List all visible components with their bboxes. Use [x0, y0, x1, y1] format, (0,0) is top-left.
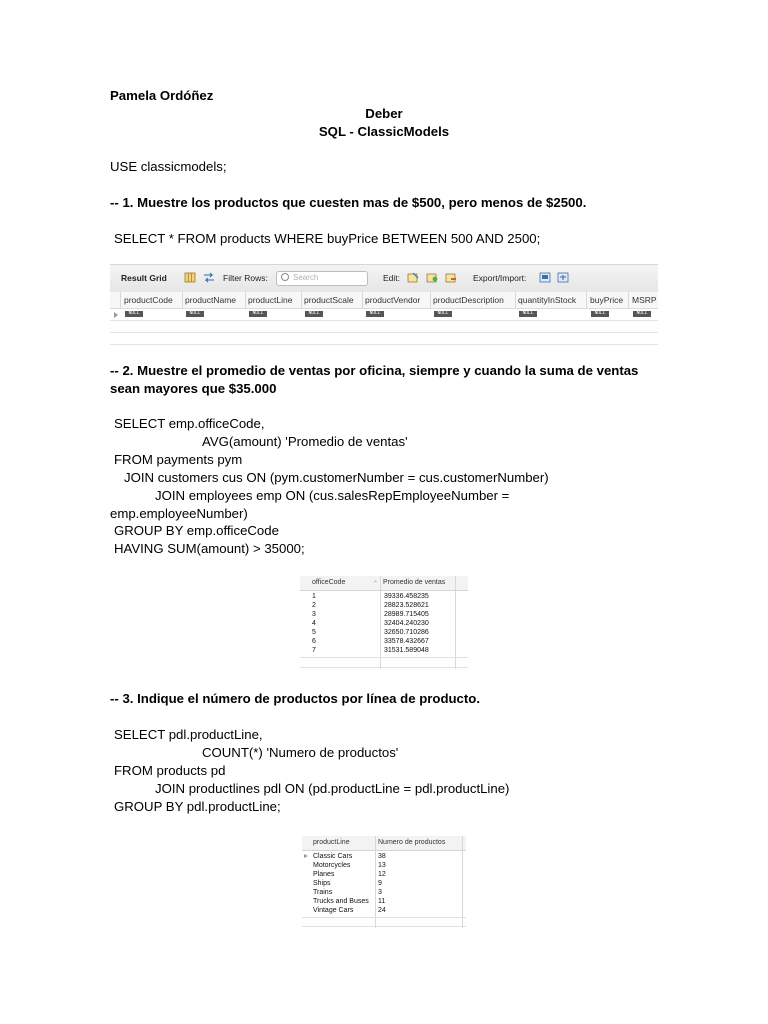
document-title: Deber [365, 106, 403, 121]
table-cell: 28823.528621 [384, 602, 429, 609]
table-row[interactable] [302, 861, 466, 870]
null-cell[interactable]: NULL [305, 311, 323, 317]
table-cell: 6 [312, 638, 316, 645]
column-separator [301, 292, 302, 308]
table-cell: Motorcycles [313, 862, 351, 869]
table-cell: 12 [378, 871, 386, 878]
table-cell: 4 [312, 620, 316, 627]
table-cell: 33578.432667 [384, 638, 429, 645]
delete-row-icon[interactable] [445, 272, 457, 283]
column-header[interactable]: productLine [248, 295, 293, 305]
column-header[interactable]: buyPrice [590, 295, 624, 305]
column-separator [245, 292, 246, 308]
table-cell: 31531.589048 [384, 647, 429, 654]
q2-sql-line: HAVING SUM(amount) > 35000; [114, 541, 305, 556]
document-subtitle: SQL - ClassicModels [318, 124, 450, 139]
table-row[interactable] [300, 646, 468, 655]
column-header[interactable]: MSRP [632, 295, 657, 305]
q2-sql-line: JOIN customers cus ON (pym.customerNumber = cus.customerNumber) [124, 470, 549, 485]
table-cell: 38 [378, 853, 386, 860]
q2-sql-line: AVG(amount) 'Promedio de ventas' [202, 434, 408, 449]
q3-sql-line: SELECT pdl.productLine, [114, 727, 263, 742]
sort-asc-icon[interactable]: ⌃ [373, 581, 379, 587]
q3-sql-line: JOIN productlines pdl ON (pd.productLine = pdl.productLine) [155, 781, 510, 796]
table-cell: 5 [312, 629, 316, 636]
column-separator [515, 292, 516, 308]
column-header[interactable]: officeCode [312, 579, 346, 586]
q2-sql-line: SELECT emp.officeCode, [114, 416, 265, 431]
table-row[interactable] [300, 601, 468, 610]
column-header[interactable]: productCode [124, 295, 173, 305]
q2-result-header [300, 576, 468, 591]
null-cell[interactable]: NULL [434, 311, 452, 317]
q3-sql-line: FROM products pd [114, 763, 226, 778]
q3-sql-line: GROUP BY pdl.productLine; [114, 799, 281, 814]
table-cell: 7 [312, 647, 316, 654]
table-row[interactable] [300, 592, 468, 601]
column-header[interactable]: Numero de productos [378, 839, 446, 846]
table-row [110, 321, 658, 333]
q3-heading: -- 3. Indique el número de productos por línea de producto. [110, 691, 481, 706]
column-header[interactable]: productScale [304, 295, 354, 305]
null-cell[interactable]: NULL [125, 311, 143, 317]
result-grid [110, 264, 658, 345]
insert-row-icon[interactable] [426, 272, 438, 283]
null-cell[interactable]: NULL [366, 311, 384, 317]
search-placeholder: Search [293, 273, 319, 282]
null-cell[interactable]: NULL [633, 311, 651, 317]
column-header[interactable]: productDescription [433, 295, 504, 305]
column-separator [362, 292, 363, 308]
result-grid-label[interactable]: Result Grid [121, 273, 167, 283]
author-name: Pamela Ordóñez [110, 88, 214, 103]
table-row[interactable] [302, 879, 466, 888]
q2-sql-line: FROM payments pym [114, 452, 243, 467]
result-grid-header [110, 292, 658, 309]
column-header[interactable]: productLine [313, 839, 350, 846]
column-separator [430, 292, 431, 308]
table-row[interactable] [300, 610, 468, 619]
table-cell: 32650.710286 [384, 629, 429, 636]
column-separator [586, 292, 587, 308]
table-row[interactable] [302, 906, 466, 915]
table-cell: Ships [313, 880, 331, 887]
edit-row-icon[interactable] [407, 272, 419, 283]
q2-sql-line: JOIN employees emp ON (cus.salesRepEmployeeNumber = [155, 488, 510, 503]
table-row[interactable] [300, 637, 468, 646]
column-header[interactable]: Promedio de ventas [383, 579, 446, 586]
edit-label: Edit: [383, 273, 401, 283]
table-cell: 11 [378, 898, 386, 905]
toggle-arrows-icon[interactable] [203, 272, 215, 283]
result-grid-toolbar [110, 265, 658, 293]
table-row[interactable] [300, 619, 468, 628]
table-row[interactable] [110, 309, 658, 321]
column-separator [628, 292, 629, 308]
column-header[interactable]: quantityInStock [518, 295, 577, 305]
table-cell: 32404.240230 [384, 620, 429, 627]
table-cell: Planes [313, 871, 335, 878]
table-cell: Trains [313, 889, 333, 896]
table-cell: 9 [378, 880, 382, 887]
column-header[interactable]: productVendor [365, 295, 421, 305]
table-cell: 24 [378, 907, 386, 914]
q3-sql-line: COUNT(*) 'Numero de productos' [202, 745, 399, 760]
export-import-label: Export/Import: [473, 273, 527, 283]
table-cell: Classic Cars [313, 853, 353, 860]
row-divider [300, 667, 468, 668]
null-cell[interactable]: NULL [249, 311, 267, 317]
current-row-arrow-icon [304, 854, 308, 858]
row-divider [302, 926, 466, 927]
q1-heading: -- 1. Muestre los productos que cuesten mas de $500, pero menos de $2500. [110, 195, 587, 210]
table-cell: 2 [312, 602, 316, 609]
q3-result-table [302, 836, 466, 928]
table-cell: 3 [312, 611, 316, 618]
null-cell[interactable]: NULL [591, 311, 609, 317]
table-row[interactable] [300, 628, 468, 637]
table-cell: Vintage Cars [313, 907, 354, 914]
table-row[interactable] [302, 870, 466, 879]
table-row[interactable] [302, 852, 466, 861]
use-statement: USE classicmodels; [110, 159, 227, 174]
q1-sql: SELECT * FROM products WHERE buyPrice BETWEEN 500 AND 2500; [114, 231, 541, 246]
q2-sql-line: GROUP BY emp.officeCode [114, 523, 279, 538]
filter-search-input[interactable] [276, 271, 368, 286]
q2-heading-line2: sean mayores que $35.000 [110, 381, 277, 396]
table-row [110, 333, 658, 345]
filter-rows-label: Filter Rows: [223, 273, 268, 283]
q2-sql-line: emp.employeeNumber) [110, 506, 248, 521]
q2-result-table [300, 576, 468, 669]
import-icon[interactable] [557, 272, 569, 283]
export-icon[interactable] [539, 272, 551, 283]
grid-view-icon[interactable] [184, 272, 196, 283]
current-row-arrow-icon [114, 312, 118, 318]
table-cell: 3 [378, 889, 382, 896]
column-separator [182, 292, 183, 308]
table-cell: 39336.458235 [384, 593, 429, 600]
column-header[interactable]: productName [185, 295, 237, 305]
search-icon [281, 273, 289, 281]
table-row[interactable] [302, 888, 466, 897]
row-divider [300, 657, 468, 658]
q2-heading-line1: -- 2. Muestre el promedio de ventas por oficina, siempre y cuando la suma de ventas [110, 363, 639, 378]
column-separator [120, 292, 121, 308]
table-cell: 1 [312, 593, 316, 600]
null-cell[interactable]: NULL [186, 311, 204, 317]
table-cell: Trucks and Buses [313, 898, 369, 905]
table-cell: 13 [378, 862, 386, 869]
q3-result-header [302, 836, 466, 851]
table-row[interactable] [302, 897, 466, 906]
null-cell[interactable]: NULL [519, 311, 537, 317]
table-cell: 28989.715405 [384, 611, 429, 618]
row-divider [302, 917, 466, 918]
